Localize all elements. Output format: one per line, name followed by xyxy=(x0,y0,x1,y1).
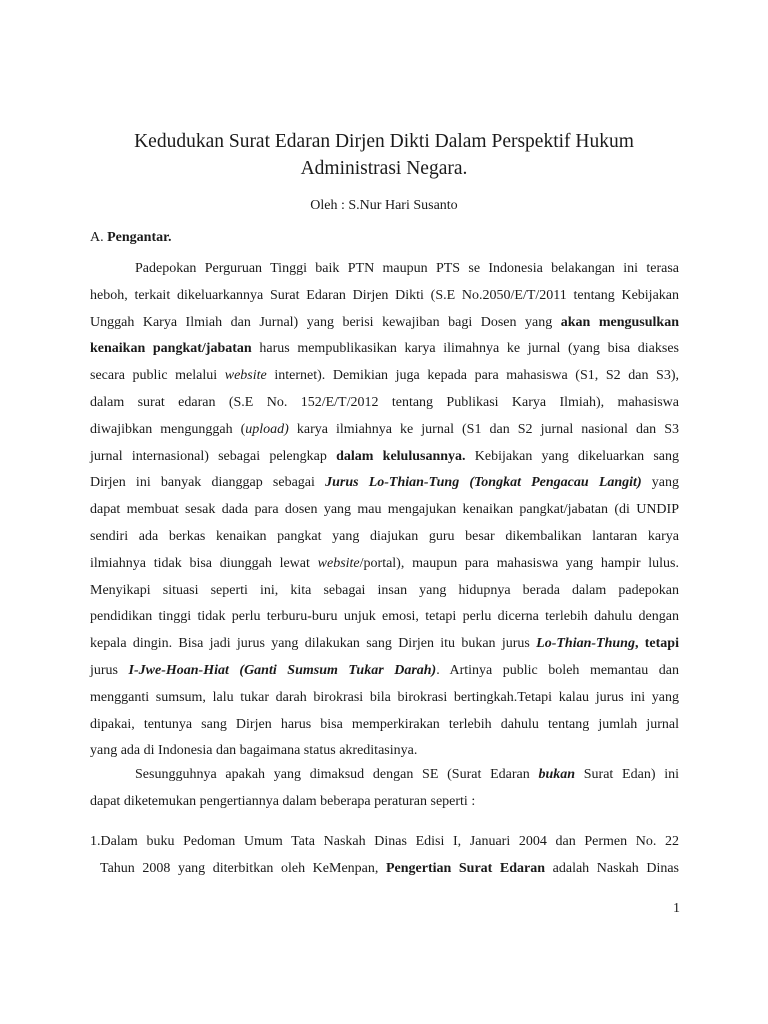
text-line xyxy=(90,551,679,578)
body-text: jurnal internasional) sebagai pelengkap xyxy=(90,448,337,464)
body-text: 1.Dalam buku Pedoman Umum Tata Naskah Dinas Edisi I, Januari 2004 dan Permen No. 22 xyxy=(90,834,679,849)
emphasis-text: akan mengusulkan xyxy=(560,314,679,330)
definition-list xyxy=(90,828,679,882)
body-text: pendidikan tinggi tidak perlu terburu-buru unjuk emosi, tetapi perlu dicerna terlebih dahulu dengan xyxy=(90,609,679,625)
text-line xyxy=(90,685,679,712)
body-text: harus mempublikasikan karya ilimahnya ke jurnal (yang bisa diakses xyxy=(251,341,679,357)
paragraph-intro xyxy=(90,256,679,765)
text-line xyxy=(90,762,679,789)
italic-text: website xyxy=(317,555,360,571)
text-line xyxy=(90,444,679,471)
body-text: jurus xyxy=(90,662,129,678)
body-text: yang ada di Indonesia dan bagaimana status akreditasinya. xyxy=(90,743,418,759)
body-text: dipakai, tentunya sang Dirjen harus bisa memperkirakan terlebih dahulu tentang jumlah jurnal xyxy=(90,716,679,732)
body-text: Menyikapi situasi seperti ini, kita sebagai insan yang hidupnya berada dalam padepokan xyxy=(90,582,679,598)
italic-text: upload) xyxy=(245,421,289,437)
body-text: Sesungguhnya apakah yang dimaksud dengan SE (Surat Edaran xyxy=(135,767,539,782)
body-text: Dirjen ini banyak dianggap sebagai xyxy=(90,475,326,491)
body-text: dapat diketemukan pengertiannya dalam beberapa peraturan seperti : xyxy=(90,793,476,809)
text-line xyxy=(90,604,679,631)
section-marker: A. xyxy=(90,230,104,245)
section-title: Pengantar. xyxy=(107,230,172,245)
author-line: Oleh : S.Nur Hari Susanto xyxy=(310,198,458,213)
section-heading xyxy=(90,229,172,247)
text-line xyxy=(90,417,679,444)
page-number: 1 xyxy=(673,901,680,916)
text-line xyxy=(90,631,679,658)
text-line xyxy=(90,256,679,283)
emphasis-text: Lo-Thian-Thung xyxy=(536,636,635,652)
body-text: Surat Edan) ini xyxy=(575,767,679,782)
body-text: /portal), maupun para mahasiswa yang hampir lulus. xyxy=(359,555,679,571)
text-line xyxy=(90,310,679,337)
body-text: mengganti sumsum, lalu tukar darah birokrasi bila birokrasi bertingkah.Tetapi kalau jurus ini yang xyxy=(90,689,679,705)
italic-text: website xyxy=(224,368,267,384)
body-text: secara public melalui xyxy=(90,368,225,384)
emphasis-text: , tetapi xyxy=(634,636,679,652)
body-text: karya ilmiahnya ke jurnal (S1 dan S2 jurnal nasional dan S3 xyxy=(288,421,679,437)
emphasis-text: I-Jwe-Hoan-Hiat (Ganti Sumsum Tukar Darah) xyxy=(128,662,437,678)
body-text: diwajibkan mengunggah ( xyxy=(90,421,246,437)
emphasis-text: kenaikan pangkat/jabatan xyxy=(90,341,252,357)
text-line xyxy=(90,283,679,310)
list-item xyxy=(90,828,679,882)
text-line xyxy=(90,497,679,524)
body-text: Kebijakan yang dikeluarkan sang xyxy=(465,448,679,464)
body-text: yang xyxy=(641,475,679,491)
body-text: Padepokan Perguruan Tinggi baik PTN maupun PTS se Indonesia belakangan ini terasa xyxy=(135,261,679,276)
body-text: internet). Demikian juga kepada para mahasiswa (S1, S2 dan S3), xyxy=(266,368,679,384)
text-line xyxy=(90,363,679,390)
emphasis-text: bukan xyxy=(538,767,576,782)
body-text: Unggah Karya Ilmiah dan Jurnal) yang berisi kewajiban bagi Dosen yang xyxy=(90,314,561,330)
body-text: . Artinya public boleh memantau dan xyxy=(436,662,680,678)
body-text: kepala dingin. Bisa jadi jurus yang dilakukan sang Dirjen itu bukan jurus xyxy=(90,636,537,652)
text-line xyxy=(90,390,679,417)
body-text: sendiri ada berkas kenaikan pangkat yang diajukan guru besar dikembalikan lantaran karya xyxy=(90,528,679,544)
text-line xyxy=(90,789,679,816)
emphasis-text: Pengertian Surat Edaran xyxy=(385,861,546,876)
body-text: Tahun 2008 yang diterbitkan oleh KeMenpan, xyxy=(100,861,386,876)
emphasis-text: dalam kelulusannya. xyxy=(336,448,466,464)
body-text: adalah Naskah Dinas xyxy=(545,861,680,876)
text-line xyxy=(90,828,679,855)
text-line xyxy=(90,336,679,363)
body-text: ilmiahnya tidak bisa diunggah lewat xyxy=(90,555,318,571)
paragraph-definition xyxy=(90,762,679,816)
text-line xyxy=(90,855,679,882)
body-text: heboh, terkait dikeluarkannya Surat Edaran Dirjen Dikti (S.E No.2050/E/T/2011 tentang Kebijakan xyxy=(90,287,679,303)
title-line-2: Administrasi Negara. xyxy=(300,158,468,179)
document-title xyxy=(90,128,678,182)
text-line xyxy=(90,524,679,551)
title-line-1: Kedudukan Surat Edaran Dirjen Dikti Dalam Perspektif Hukum xyxy=(134,131,634,152)
text-line xyxy=(90,470,679,497)
text-line xyxy=(90,658,679,685)
text-line xyxy=(90,578,679,605)
emphasis-text: Jurus Lo-Thian-Tung (Tongkat Pengacau Langit) xyxy=(325,475,642,491)
text-line xyxy=(90,712,679,739)
body-text: dalam surat edaran (S.E No. 152/E/T/2012 tentang Publikasi Karya Ilmiah), mahasiswa xyxy=(90,394,679,410)
body-text: dapat membuat sesak dada para dosen yang mau mengajukan kenaikan pangkat/jabatan (di UNDIP xyxy=(90,502,679,518)
